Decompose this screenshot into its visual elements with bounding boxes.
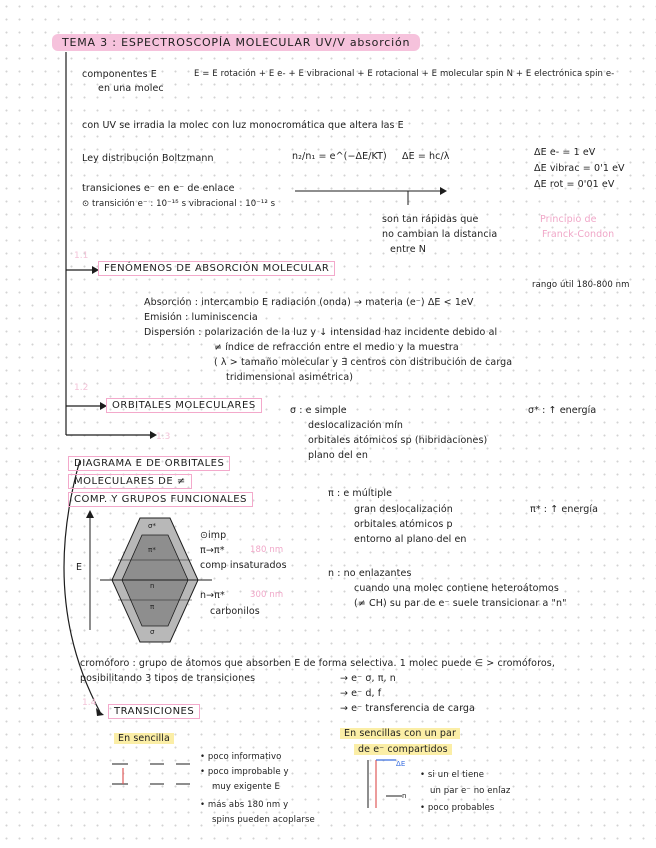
transicion-tipo-2: → e⁻ d, f xyxy=(340,688,382,699)
section-number-1-1: 1.1 xyxy=(74,251,89,261)
sencilla-point-5: spins pueden acoplarse xyxy=(212,815,315,825)
rapidas-3: entre N xyxy=(390,244,426,255)
boltzmann-line: Ley distribución Boltzmann xyxy=(82,153,214,164)
dispersion-line-3: ( λ > tamaño molecular y ∃ centros con distribución de carga xyxy=(214,357,513,368)
tiempos-line: ⊙ transición e⁻ : 10⁻¹⁵ s vibracional : 10⁻¹² s xyxy=(82,199,276,209)
dispersion-line-1: Dispersión : polarización de la luz y ↓ intensidad haz incidente debido al xyxy=(144,327,498,338)
label-sigma: σ xyxy=(150,628,155,636)
carbonilos: carbonilos xyxy=(210,606,260,617)
section-heading-transiciones: TRANSICIONES xyxy=(108,704,200,719)
energy-axis-label: E xyxy=(76,562,83,573)
par-heading-2: de e⁻ compartidos xyxy=(354,744,452,755)
label-sigma-star: σ* xyxy=(148,522,157,530)
dispersion-line-4: tridimensional asimétrica) xyxy=(226,372,354,383)
componentes-sub: en una molec xyxy=(98,83,164,94)
boltzmann-equation: n₂/n₁ = e^(−ΔE/KT) xyxy=(292,151,387,162)
section-number-1-3: 1.3 xyxy=(156,432,171,442)
rapidas-1: son tan rápidas que xyxy=(382,214,479,225)
franck-condon-1: Principio de xyxy=(540,214,597,225)
dispersion-line-2: ≠ índice de refracción entre el medio y la muestra xyxy=(214,342,459,353)
franck-condon-2: Franck-Condon xyxy=(542,229,615,240)
pi-pi-star-nm: 180 nm xyxy=(250,545,284,555)
pi-pi-star: π→π* xyxy=(200,545,225,556)
pi-star-line: π* : ↑ energía xyxy=(530,504,599,515)
pi-detail-2: orbitales atómicos p xyxy=(354,519,453,530)
pi-line: π : e múltiple xyxy=(328,488,393,499)
transiciones-line: transiciones e⁻ en e⁻ de enlace xyxy=(82,183,235,194)
absorcion-line: Absorción : intercambio E radiación (onda) → materia (e⁻) ΔE < 1eV xyxy=(144,297,474,308)
transicion-tipo-1: → e⁻ σ, π, n xyxy=(340,673,396,684)
sigma-detail-2: orbitales atómicos sp (hibridaciones) xyxy=(308,435,488,446)
diagram-heading-1: DIAGRAMA E DE ORBITALES xyxy=(68,456,230,471)
pi-detail-1: gran deslocalización xyxy=(354,504,453,515)
section-heading-absorcion: FENÓMENOS DE ABSORCIÓN MOLECULAR xyxy=(98,261,335,276)
label-n: n xyxy=(150,582,155,590)
pi-detail-3: entorno al plano del en xyxy=(354,534,467,545)
label-pi-star: π* xyxy=(148,546,156,554)
transicion-tipo-3: → e⁻ transferencia de carga xyxy=(340,703,475,714)
sencilla-heading: En sencilla xyxy=(114,733,174,744)
diagram-heading-2: MOLECULARES DE ≠ xyxy=(68,474,192,489)
componentes-equation: E = E rotación + E e- + E vibracional + E rotacional + E molecular spin N + E electrónica spin e- xyxy=(194,69,615,79)
delta-e-rotational: ΔE rot = 0'01 eV xyxy=(534,179,615,190)
diagram-heading-3: COMP. Y GRUPOS FUNCIONALES xyxy=(68,492,253,507)
sencilla-point-2: • poco improbable y xyxy=(200,767,289,777)
sigma-detail-1: deslocalización mín xyxy=(308,420,403,431)
sigma-star-line: σ* : ↑ energía xyxy=(528,405,597,416)
delta-e-arrow-label: ΔE xyxy=(396,760,406,768)
sencilla-point-4: • más abs 180 nm y xyxy=(200,800,289,810)
par-point-2: un par e⁻ no enlaz xyxy=(430,786,511,796)
section-heading-orbitales: ORBITALES MOLECULARES xyxy=(106,398,262,413)
n-detail-2: (≠ CH) su par de e⁻ suele transicionar a "n" xyxy=(354,598,567,609)
delta-e-equation: ΔE = hc/λ xyxy=(402,151,450,162)
n-line: n : no enlazantes xyxy=(328,568,412,579)
par-point-3: • poco probables xyxy=(420,803,495,813)
imp-label: ⊙imp xyxy=(200,530,227,541)
componentes-label: componentes E xyxy=(82,69,157,80)
sencilla-point-3: muy exigente E xyxy=(212,782,280,792)
n-detail-1: cuando una molec contiene heteroátomos xyxy=(354,583,559,594)
delta-e-electronic: ΔE e- = 1 eV xyxy=(534,147,596,158)
page-title: TEMA 3 : ESPECTROSCOPÍA MOLECULAR UV/V absorción xyxy=(52,34,420,51)
comp-insaturados: comp insaturados xyxy=(200,560,287,571)
rapidas-2: no cambian la distancia xyxy=(382,229,498,240)
section-number-1-2: 1.2 xyxy=(74,383,89,393)
emision-line: Emisión : luminiscencia xyxy=(144,312,258,323)
delta-e-vibrational: ΔE vibrac = 0'1 eV xyxy=(534,163,625,174)
rango-util: rango útil 180-800 nm xyxy=(532,280,630,290)
section-number-1-4: 1.4 xyxy=(82,698,97,708)
n-level-label: n xyxy=(402,792,407,800)
cromoforo-line-1: cromóforo : grupo de átomos que absorben E de forma selectiva. 1 molec puede ∈ > cromóforos, xyxy=(80,658,555,669)
cromoforo-line-2: posibilitando 3 tipos de transiciones xyxy=(80,673,256,684)
n-pi-star: n→π* xyxy=(200,590,225,601)
sigma-detail-3: plano del en xyxy=(308,450,368,461)
par-heading-1: En sencillas con un par xyxy=(340,728,460,739)
sigma-line: σ : e simple xyxy=(290,405,347,416)
n-pi-star-nm: 300 nm xyxy=(250,590,284,600)
uv-line: con UV se irradia la molec con luz monocromática que altera las E xyxy=(82,120,404,131)
par-point-1: • si un el tiene xyxy=(420,770,485,780)
sencilla-point-1: • poco informativo xyxy=(200,752,282,762)
label-pi: π xyxy=(150,603,155,611)
